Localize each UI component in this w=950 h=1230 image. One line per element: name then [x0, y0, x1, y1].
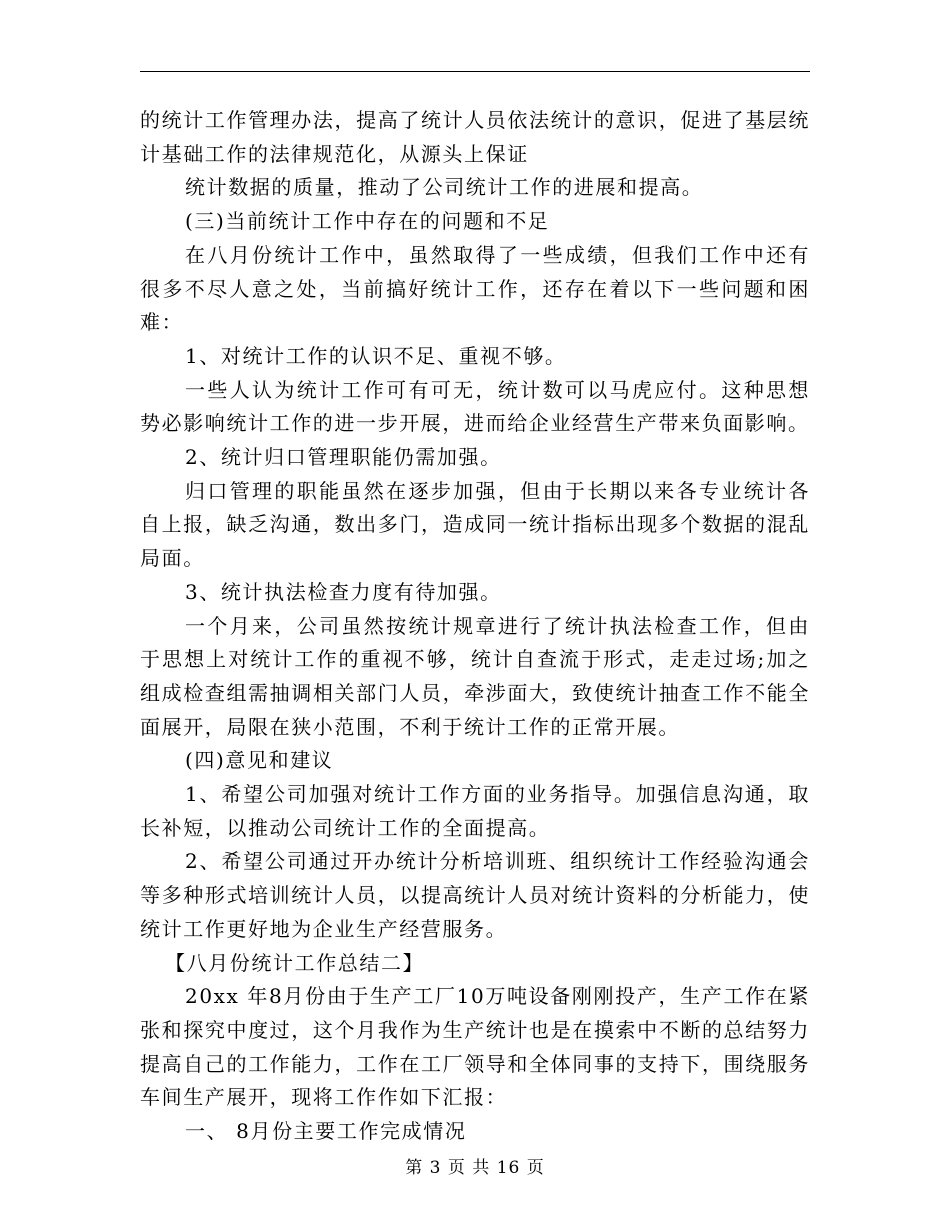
section-heading: (四)意见和建议 [185, 748, 334, 773]
paragraph: 统计数据的质量，推动了公司统计工作的进展和提高。 [185, 175, 704, 200]
list-item: 1、希望公司加强对统计工作方面的业务指导。加强信息沟通，取长补短，以推动公司统计工作的全面提高。 [140, 782, 810, 840]
document-body [140, 104, 810, 1149]
paragraph: 归口管理的职能虽然在逐步加强，但由于长期以来各专业统计各自上报，缺乏沟通，数出多门，造成同一统计指标出现多个数据的混乱局面。 [140, 478, 810, 571]
page-number-footer: 第 3 页 共 16 页 [405, 1158, 545, 1178]
list-item-heading: 2、统计归口管理职能仍需加强。 [185, 445, 502, 470]
paragraph: 一个月来，公司虽然按统计规章进行了统计执法检查工作，但由于思想上对统计工作的重视不够，统计自查流于形式，走走过场;加之组成检查组需抽调相关部门人员，牵涉面大，致使统计抽查工作不能全面展开，局限在狭小范围，不利于统计工作的正常开展。 [140, 613, 810, 739]
paragraph: 的统计工作管理办法，提高了统计人员依法统计的意识，促进了基层统计基础工作的法律规范化，从源头上保证 [140, 108, 810, 166]
header-rule [140, 71, 810, 72]
paragraph: 20xx 年8月份由于生产工厂10万吨设备刚刚投产，生产工作在紧张和探究中度过，这个月我作为生产统计也是在摸索中不断的总结努力提高自己的工作能力，工作在工厂领导和全体同事的支持下，围绕服务车间生产展开，现将工作作如下汇报： [140, 984, 810, 1110]
section-heading: 一、 8月份主要工作完成情况 [185, 1119, 467, 1144]
document-title: 【八月份统计工作总结二】 [165, 950, 425, 975]
list-item-heading: 1、对统计工作的认识不足、重视不够。 [185, 343, 567, 368]
section-heading: (三)当前统计工作中存在的问题和不足 [185, 209, 550, 234]
paragraph: 一些人认为统计工作可有可无，统计数可以马虎应付。这种思想势必影响统计工作的进一步开展，进而给企业经营生产带来负面影响。 [140, 377, 810, 436]
list-item: 2、希望公司通过开办统计分析培训班、组织统计工作经验沟通会等多种形式培训统计人员，以提高统计人员对统计资料的分析能力，使统计工作更好地为企业生产经营服务。 [140, 849, 810, 941]
list-item-heading: 3、统计执法检查力度有待加强。 [185, 579, 502, 604]
paragraph: 在八月份统计工作中，虽然取得了一些成绩，但我们工作中还有很多不尽人意之处，当前搞好统计工作，还存在着以下一些问题和困难： [140, 242, 810, 335]
